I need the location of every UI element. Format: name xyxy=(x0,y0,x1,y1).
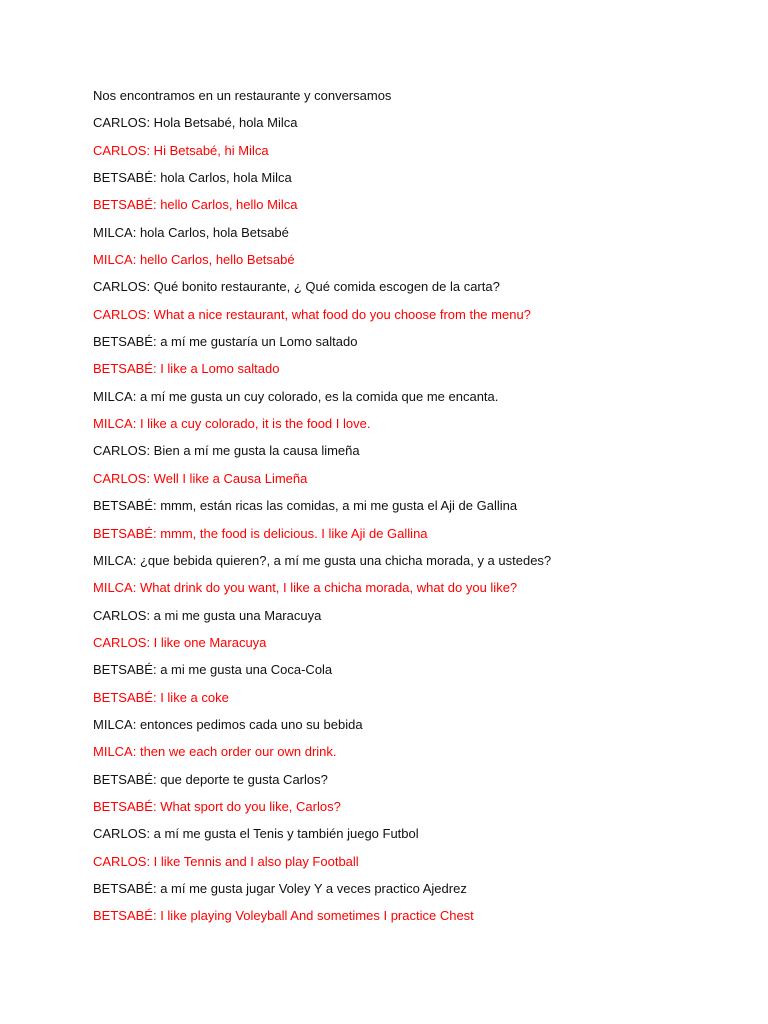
dialogue-line-en: MILCA: What drink do you want, I like a chicha morada, what do you like? xyxy=(93,580,518,596)
dialogue-line-es: MILCA: hola Carlos, hola Betsabé xyxy=(93,224,289,240)
dialogue-line-en: BETSABÉ: I like playing Voleyball And sometimes I practice Chest xyxy=(93,908,474,924)
intro-line: Nos encontramos en un restaurante y conversamos xyxy=(93,88,392,103)
dialogue-line-es: CARLOS: Hola Betsabé, hola Milca xyxy=(93,115,298,131)
dialogue-line-es: CARLOS: a mí me gusta el Tenis y también juego Futbol xyxy=(93,826,419,842)
dialogue-line-es: BETSABÉ: a mí me gusta jugar Voley Y a veces practico Ajedrez xyxy=(93,880,467,896)
dialogue-line-en: CARLOS: What a nice restaurant, what food do you choose from the menu? xyxy=(93,306,531,322)
dialogue-line-es: CARLOS: Bien a mí me gusta la causa limeña xyxy=(93,443,360,459)
dialogue-line-es: BETSABÉ: hola Carlos, hola Milca xyxy=(93,170,292,186)
dialogue-line-es: MILCA: entonces pedimos cada uno su bebida xyxy=(93,716,363,732)
dialogue-line-es: CARLOS: Qué bonito restaurante, ¿ Qué comida escogen de la carta? xyxy=(93,279,500,295)
dialogue-line-en: BETSABÉ: hello Carlos, hello Milca xyxy=(93,197,298,213)
dialogue-text xyxy=(93,86,733,934)
dialogue-line-en: BETSABÉ: I like a Lomo saltado xyxy=(93,361,280,377)
dialogue-line-es: BETSABÉ: a mi me gusta una Coca-Cola xyxy=(93,662,333,678)
dialogue-line-es: CARLOS: a mi me gusta una Maracuya xyxy=(93,607,322,623)
dialogue-line-en: MILCA: then we each order our own drink. xyxy=(93,744,337,760)
dialogue-line-es: BETSABÉ: que deporte te gusta Carlos? xyxy=(93,771,328,787)
dialogue-line-en: CARLOS: Well I like a Causa Limeña xyxy=(93,470,308,486)
dialogue-line-en: BETSABÉ: What sport do you like, Carlos? xyxy=(93,798,341,814)
dialogue-line-en: CARLOS: I like Tennis and I also play Football xyxy=(93,853,359,869)
dialogue-line-en: BETSABÉ: I like a coke xyxy=(93,689,229,705)
dialogue-line-en: BETSABÉ: mmm, the food is delicious. I like Aji de Gallina xyxy=(93,525,428,541)
dialogue-line-es: MILCA: ¿que bebida quieren?, a mí me gusta una chicha morada, y a ustedes? xyxy=(93,552,552,568)
dialogue-line-en: CARLOS: Hi Betsabé, hi Milca xyxy=(93,142,269,158)
dialogue-line-es: MILCA: a mí me gusta un cuy colorado, es la comida que me encanta. xyxy=(93,388,499,404)
dialogue-line-en: MILCA: hello Carlos, hello Betsabé xyxy=(93,252,295,268)
dialogue-line-es: BETSABÉ: a mí me gustaría un Lomo saltado xyxy=(93,334,358,350)
dialogue-line-en: CARLOS: I like one Maracuya xyxy=(93,634,267,650)
dialogue-line-es: BETSABÉ: mmm, están ricas las comidas, a mi me gusta el Aji de Gallina xyxy=(93,498,518,514)
dialogue-line-en: MILCA: I like a cuy colorado, it is the food I love. xyxy=(93,416,371,432)
